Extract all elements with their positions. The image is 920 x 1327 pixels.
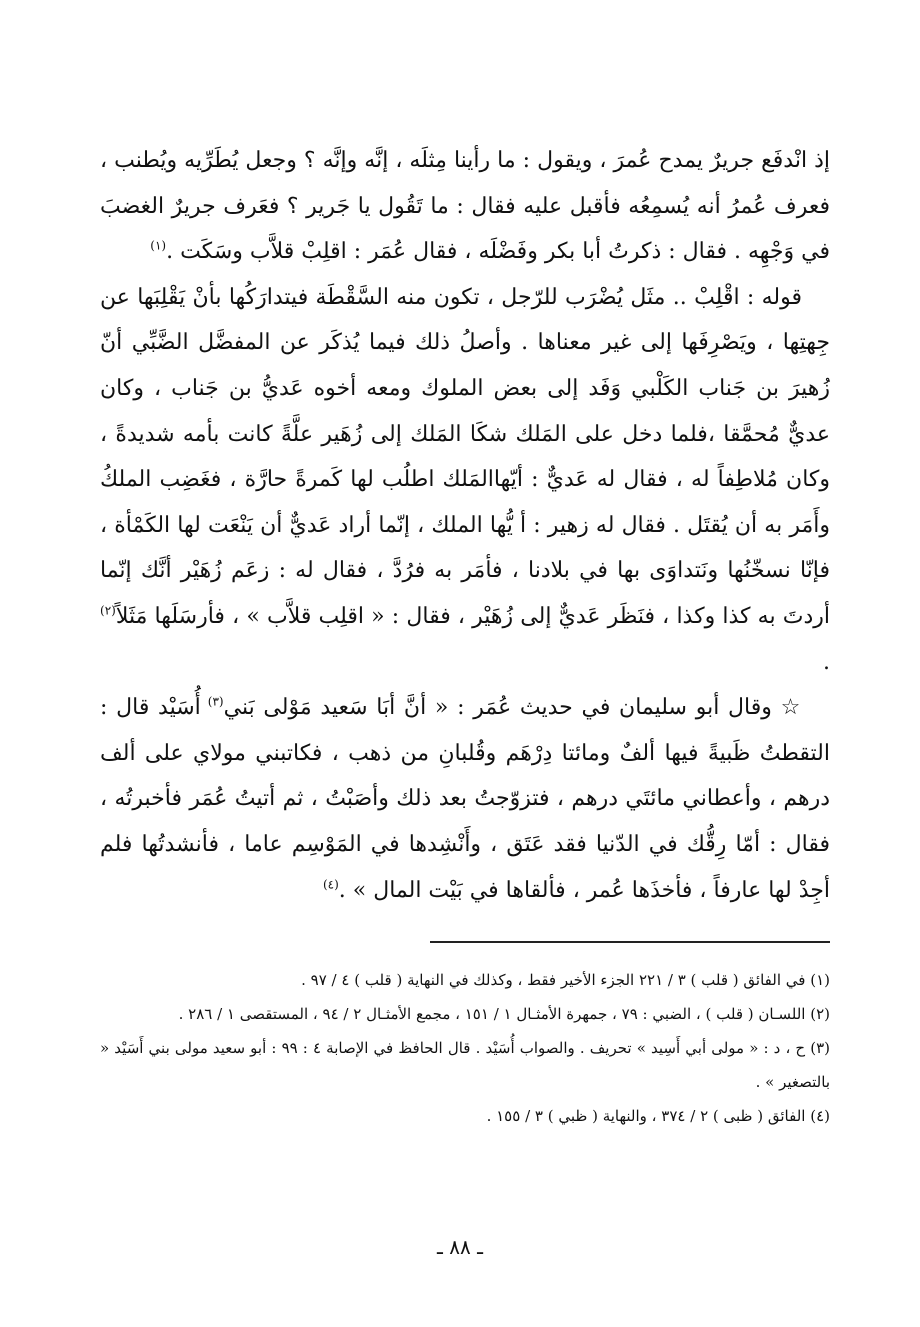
paragraph-1-text: إذ انْدفَع جريرٌ يمدح عُمرَ ، ويقول : ما رأينا مِثلَه ، إنَّه وإنَّه ؟ وجعل يُطَرِّيه ويُطنب ، فعرف عُمرُ أنه يُسمِعُه فأقبل عليه فقال : ما تَقُول يا جَرير ؟ فعَرف جريرٌ الغضبَ في وَجْهِه . فقال : ذكرتُ أبا بكر وفَضْلَه ، فقال عُمَر : اقلِبْ قلاَّب وسَكَت . [100,148,830,265]
page-number: ـ ٨٨ ـ [437,1235,483,1259]
footnote-ref-4: (٤) [322,877,339,892]
footnote-2: (٢) اللسـان ( قلب ) ، الضبي : ٧٩ ، جمهرة الأمثـال ١ / ١٥١ ، مجمع الأمثـال ٢ / ٩٤ ، المستقصى ١ / ٢٨٦ . [178,1005,830,1024]
footnote-ref-1: (١) [150,238,167,253]
paragraph-3-text: ☆ وقال أبو سليمان في حديث عُمَر : « أنَّ أبَا سَعيد مَوْلى بَني [223,695,803,721]
paragraph-3 [100,685,830,913]
footnote-ref-2: (٢) [100,603,116,618]
main-text [100,138,830,913]
paragraph-2 [100,275,830,685]
paragraph-2-text: قوله : اقْلِبْ .. مثَل يُضْرَب للرّجل ، تكون منه السَّقْطَة فيتدارَكُها بأنْ يَقْلِبَها عن جِهتِها ، ويَصْرِفَها إلى غير معناها . وأصلُ ذلك فيما يُذكَر عن المفضَّل الضَّبِّي أنّ زُهيرَ بن جَناب الكَلْبي وَفَد إلى بعض الملوك ومعه أخوه عَديُّ بن جَناب ، وكان عديٌّ مُحمَّقا ،فلما دخل على المَلك شكَا المَلك إلى زُهَير علَّةً كانت بأمه شديدةً ، وكان مُلاطِفاً له ، فقال له عَديٌّ : أيّهاالمَلك اطلُب لها كَمرةً حارَّة ، فغَضِب الملكُ وأَمَر به أن يُقتَل . فقال له زهير : أ يُّها الملك ، إنّما أراد عَديٌّ أن يَنْعَت لها الكَمْأة ، فإنّا نسخّنُها ونَتداوَى بها في بلادنا ، فأمَر به فرُدَّ ، فقال له : زعَم زُهَيْر أنَّك إنّما أردتَ به كذا وكذا ، فنَظَر عَديٌّ إلى زُهَيْر ، فقال : « اقلِب قلاَّب » ، فأرسَلَها مَثَلاً [100,284,830,629]
footnote-1: (١) في الفائق ( قلب ) ٣ / ٢٢١ الجزء الأخير فقط ، وكذلك في النهاية ( قلب ) ٤ / ٩٧ . [301,971,830,990]
book-page [100,138,830,1133]
footnote-4: (٤) الفائق ( ظبى ) ٢ / ٣٧٤ ، والنهاية ( ظبي ) ٣ / ١٥٥ . [486,1107,830,1126]
footnotes [100,963,830,1133]
paragraph-2-end: . [823,649,830,675]
footnote-divider [430,941,830,943]
paragraph-3-rest: أُسَيْد قال : التقطتُ ظَبيةً فيها ألفٌ ومائتا دِرْهَم وقُلبانِ من ذهب ، فكاتبني مولاي على ألف درهم ، وأعطاني مائتَي درهم ، فتزوّجتُ بعد ذلك وأصَبْتُ ، ثم أتيتُ عُمَر فأخبرتُه ، فقال : أمّا رِقُّك في الدّنيا فقد عَتَق ، وأَنْشِدها في المَوْسِم عاما ، فأنشدتُها فلم أجِدْ لها عارفاً ، فأخذَها عُمر ، فألقاها في بَيْت المال » . [100,695,830,903]
paragraph-1 [100,138,830,275]
footnote-ref-3: (٣) [207,694,224,709]
footnote-3: (٣) ح ، د : « مولى أبي أَسِيد » تحريف . والصواب أُسَيْد . قال الحافظ في الإصابة ٤ : ٩٩ : أبو سعيد مولى بني أَسَيْد « بالتصغير » . [100,1039,831,1092]
